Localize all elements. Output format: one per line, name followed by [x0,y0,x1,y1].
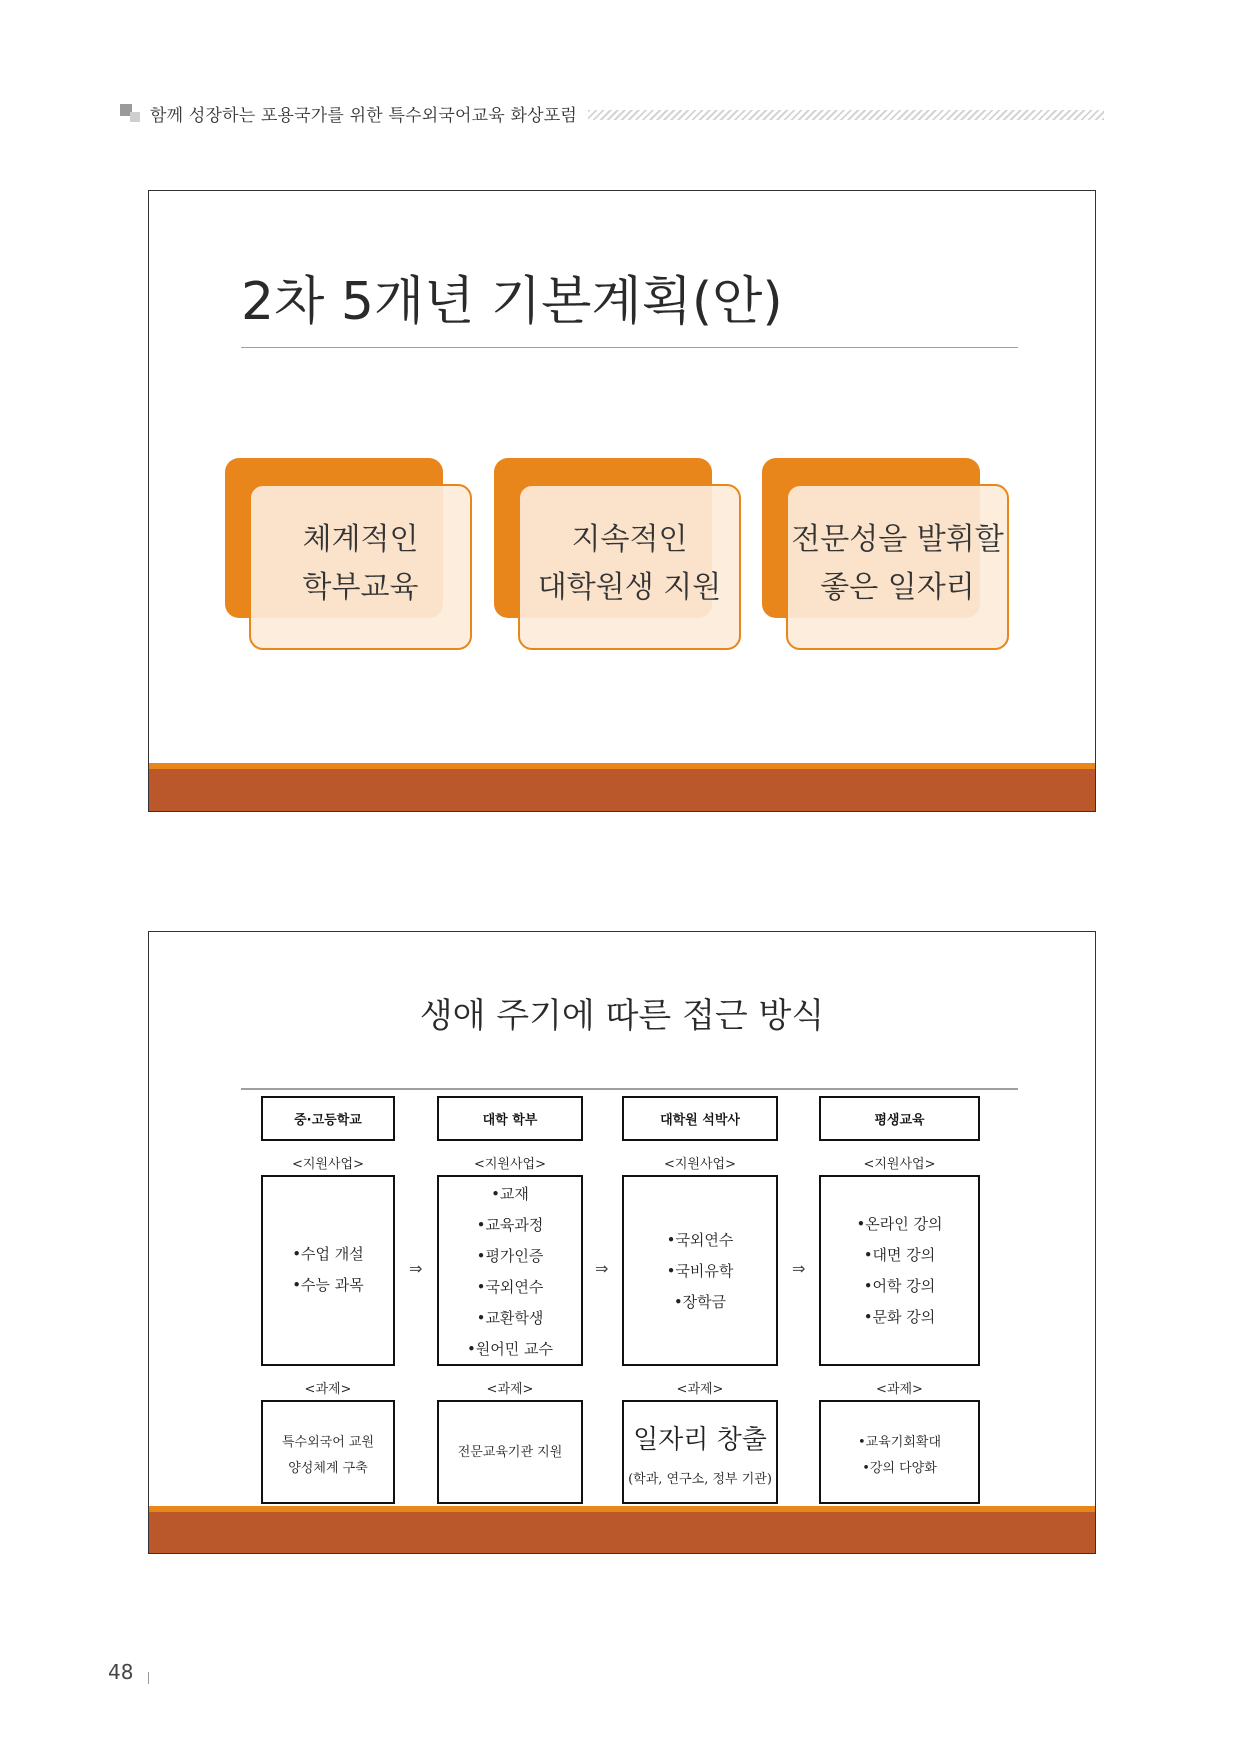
slide2-footer-bar [149,1512,1095,1553]
support-box-secondary [261,1175,395,1366]
task-line: 전문교육기관 지원 [457,1445,563,1460]
support-label: <지원사업> [473,1157,547,1172]
task-label: <과제> [676,1382,724,1397]
task-line: 특수외국어 교원 [281,1435,375,1450]
task-main: 일자리 창출 [633,1425,767,1455]
slide-lifecycle-approach [148,931,1096,1554]
support-item: •온라인 강의 [856,1215,943,1233]
task-label: <과제> [876,1382,923,1397]
flow-arrow-icon: ⇒ [595,1259,609,1278]
support-item: •대면 강의 [863,1246,936,1264]
task-label: <과제> [486,1382,534,1397]
flow-arrow-icon: ⇒ [409,1259,423,1278]
support-box-graduate [622,1175,778,1366]
support-item: •교재 [491,1185,529,1203]
plan-card-line: 좋은 일자리 [820,570,975,605]
stage-header-lifelong: 평생교육 [819,1096,980,1141]
page-number: 48 [108,1660,134,1684]
plan-card-undergrad [225,458,470,648]
slide1-title: 2차 5개년 기본계획(안) [241,272,783,332]
support-box-undergrad [437,1175,583,1366]
stage-header-secondary: 중·고등학교 [261,1096,395,1141]
stage-header-graduate: 대학원 석박사 [622,1096,778,1141]
slide2-divider [241,1088,1018,1090]
support-item: •평가인증 [476,1247,544,1265]
task-line: •교육기회확대 [857,1435,942,1450]
header-stripe [588,110,1104,120]
support-box-lifelong [819,1175,980,1366]
support-item: •장학금 [673,1293,727,1311]
plan-card-line: 전문성을 발휘할 [791,522,1004,557]
header-bullet-icon [120,104,142,124]
support-item: •원어민 교수 [466,1340,554,1358]
task-label: <과제> [304,1382,352,1397]
slide-basic-plan [148,190,1096,812]
plan-card-line: 지속적인 [571,522,688,557]
support-item: •수업 개설 [292,1245,364,1263]
support-label: <지원사업> [291,1157,365,1172]
task-box-graduate [622,1400,778,1504]
slide2-title: 생애 주기에 따른 접근 방식 [419,996,825,1036]
plan-card-line: 학부교육 [302,570,419,605]
support-item: •국외연수 [666,1231,734,1249]
support-item: •국외연수 [476,1278,544,1296]
support-label: <지원사업> [663,1157,737,1172]
task-box-lifelong [819,1400,980,1504]
task-sub: (학과, 연구소, 정부 기관) [628,1472,772,1487]
plan-card-jobs [762,458,1007,648]
support-item: •교환학생 [476,1309,544,1327]
slide1-divider [241,347,1018,348]
support-item: •문화 강의 [863,1308,936,1326]
header-title: 함께 성장하는 포용국가를 위한 특수외국어교육 화상포럼 [150,106,577,126]
task-box-undergrad [437,1400,583,1504]
support-item: •어학 강의 [863,1277,936,1295]
support-item: •수능 과목 [292,1276,364,1294]
task-line: •강의 다양화 [862,1461,937,1476]
task-line: 양성체계 구축 [288,1461,368,1476]
plan-card-line: 대학원생 지원 [537,570,722,605]
task-box-secondary [261,1400,395,1504]
plan-card-line: 체계적인 [302,522,419,557]
support-label: <지원사업> [863,1157,936,1172]
support-item: •국비유학 [666,1262,734,1280]
page-number-divider [148,1672,149,1684]
slide1-footer-bar [149,769,1095,811]
support-item: •교육과정 [476,1216,544,1234]
stage-header-undergrad: 대학 학부 [437,1096,583,1141]
flow-arrow-icon: ⇒ [792,1259,806,1278]
plan-card-graduate [494,458,739,648]
